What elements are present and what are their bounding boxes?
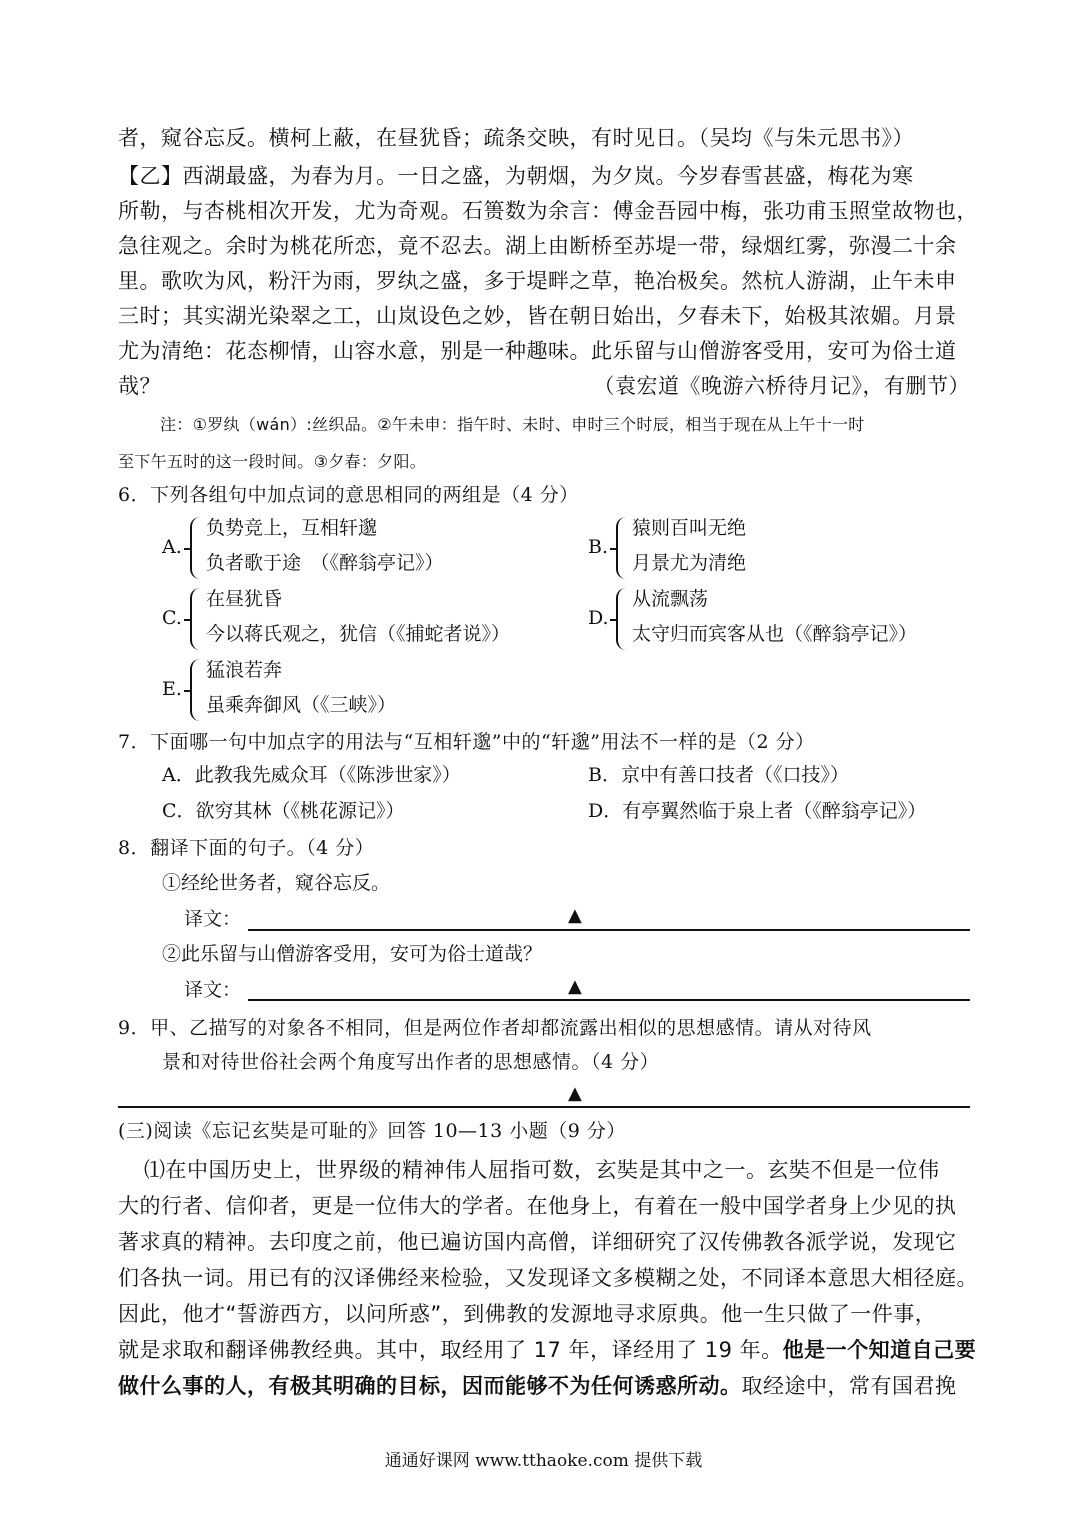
brace-icon (190, 659, 202, 721)
q6-option-letter: C. (162, 607, 182, 629)
section3-line: 因此，他才“誓游西方，以问所惑”，到佛教的发源地寻求原典。他一生只做了一件事， (118, 1302, 937, 1326)
brace-icon (190, 588, 202, 650)
section3-bold-text: 他是一个知道自己要 (782, 1338, 977, 1362)
section3-line: 大的行者、信仰者，更是一位伟大的学者。在他身上，有着在一般中国学者身上少见的执 (118, 1194, 957, 1218)
q6-option-letter: D. (588, 607, 609, 629)
q6-option-a: 负势竞上，互相轩邈 (206, 517, 378, 539)
q6-option-b: 今以蒋氏观之，犹信（《捕蛇者说》） (206, 623, 511, 645)
passage-yi-line: 尤为清绝：花态柳情，山容水意，别是一种趣味。此乐留与山僧游客受用，安可为俗士道 (118, 339, 957, 363)
section3-line (118, 1369, 970, 1403)
q8-item: ②此乐留与山僧游客受用，安可为俗士道哉？ (162, 943, 543, 965)
answer-line[interactable] (248, 999, 970, 1001)
answer-label: 译文： (184, 908, 242, 930)
q8-stem: 8．翻译下面的句子。（4 分） (118, 837, 375, 859)
q7-option: D．有亭翼然临于泉上者（《醉翁亭记》） (588, 800, 927, 822)
q7-option: A．此教我先威众耳（《陈涉世家》） (162, 764, 461, 786)
brace-icon (616, 588, 628, 650)
q6-option-b: 虽乘奔御风（《三峡》） (206, 694, 397, 716)
q6-option-letter: E. (162, 678, 182, 700)
q6-option-b: 月景尤为清绝 (632, 552, 747, 574)
q6-stem: 6．下列各组句中加点词的意思相同的两组是（4 分） (118, 484, 579, 506)
q7-stem: 7．下面哪一句中加点字的用法与“互相轩邈”中的“轩邈”用法不一样的是（2 分） (118, 731, 815, 753)
page-footer: 通通好课网 www.tthaoke.com 提供下载 (384, 1451, 703, 1471)
note-line: 注：①罗纨（wán）:丝织品。②午未申：指午时、未时、申时三个时辰，相当于现在从上午十一时 (160, 415, 865, 434)
answer-line[interactable] (248, 929, 970, 931)
q6-option-letter: B. (588, 536, 609, 558)
q6-option-letter: A. (162, 536, 182, 558)
q9-stem: 景和对待世俗社会两个角度写出作者的思想感情。（4 分） (162, 1051, 660, 1073)
answer-triangle-icon: ▲ (568, 1083, 582, 1104)
passage-yi-line: 三时；其实湖光染翠之工，山岚设色之妙，皆在朝日始出，夕春未下，始极其浓媚。月景 (118, 304, 957, 328)
passage-yi-line: 所勒，与杏桃相次开发，尤为奇观。石篑数为余言：傅金吾园中梅，张功甫玉照堂故物也， (118, 199, 978, 223)
answer-triangle-icon: ▲ (568, 976, 582, 997)
section3-title: (三)阅读《忘记玄奘是可耻的》回答 10—13 小题（9 分） (118, 1120, 626, 1142)
section3-line: 著求真的精神。去印度之前，他已遍访国内高僧，详细研究了汉传佛教各派学说，发现它 (118, 1230, 957, 1254)
q6-option-a: 从流飘荡 (632, 588, 709, 610)
passage-yi-line: 【乙】西湖最盛，为春为月。一日之盛，为朝烟，为夕岚。今岁春雪甚盛，梅花为寒 (118, 164, 914, 188)
q6-option-b: 太守归而宾客从也（《醉翁亭记》） (632, 623, 918, 645)
brace-icon (616, 517, 628, 579)
passage-yi-line: 哉？ (118, 374, 161, 398)
passage-jia-end: 者，窥谷忘反。横柯上蔽，在昼犹昏；疏条交映，有时见日。（吴均《与朱元思书》） (118, 126, 914, 150)
q6-option-a: 猿则百叫无绝 (632, 517, 747, 539)
q9-stem: 9．甲、乙描写的对象各不相同，但是两位作者却都流露出相似的思想感情。请从对待风 (118, 1017, 872, 1039)
note-line: 至下午五时的这一段时间。③夕春：夕阳。 (118, 452, 427, 471)
q7-option: C．欲穷其林（《桃花源记》） (162, 800, 405, 822)
q6-option-b: 负者歌于途 （《醉翁亭记》） (206, 552, 444, 574)
answer-triangle-icon: ▲ (568, 905, 582, 926)
brace-icon (190, 517, 202, 579)
section3-line: ⑴在中国历史上，世界级的精神伟人屈指可数，玄奘是其中之一。玄奘不但是一位伟 (144, 1158, 940, 1182)
passage-yi-line: 急往观之。余时为桃花所恋，竟不忍去。湖上由断桥至苏堤一带，绿烟红雾，弥漫二十余 (118, 234, 957, 258)
answer-label: 译文： (184, 979, 242, 1001)
section3-text: 就是求取和翻译佛教经典。其中，取经用了 17 年，译经用了 19 年。 (118, 1338, 783, 1362)
passage-yi-source: （袁宏道《晚游六桥待月记》，有删节） (593, 374, 970, 398)
q6-option-a: 猛浪若奔 (206, 659, 283, 681)
answer-line[interactable] (118, 1106, 970, 1108)
section3-text: 取经途中，常有国君挽 (741, 1374, 957, 1398)
section3-bold-text: 做什么事的人，有极其明确的目标，因而能够不为任何诱惑所动。 (118, 1374, 742, 1398)
section3-line: 们各执一词。用已有的汉译佛经来检验，又发现译文多模糊之处，不同译本意思大相径庭。 (118, 1266, 978, 1290)
q8-item: ①经纶世务者，窥谷忘反。 (162, 872, 391, 894)
passage-yi-line: 里。歌吹为风，粉汗为雨，罗纨之盛，多于堤畔之草，艳冶极矣。然杭人游湖，止午未申 (118, 269, 957, 293)
section3-line (118, 1333, 977, 1367)
q7-option: B．京中有善口技者（《口技》） (588, 764, 849, 786)
q6-option-a: 在昼犹昏 (206, 588, 283, 610)
